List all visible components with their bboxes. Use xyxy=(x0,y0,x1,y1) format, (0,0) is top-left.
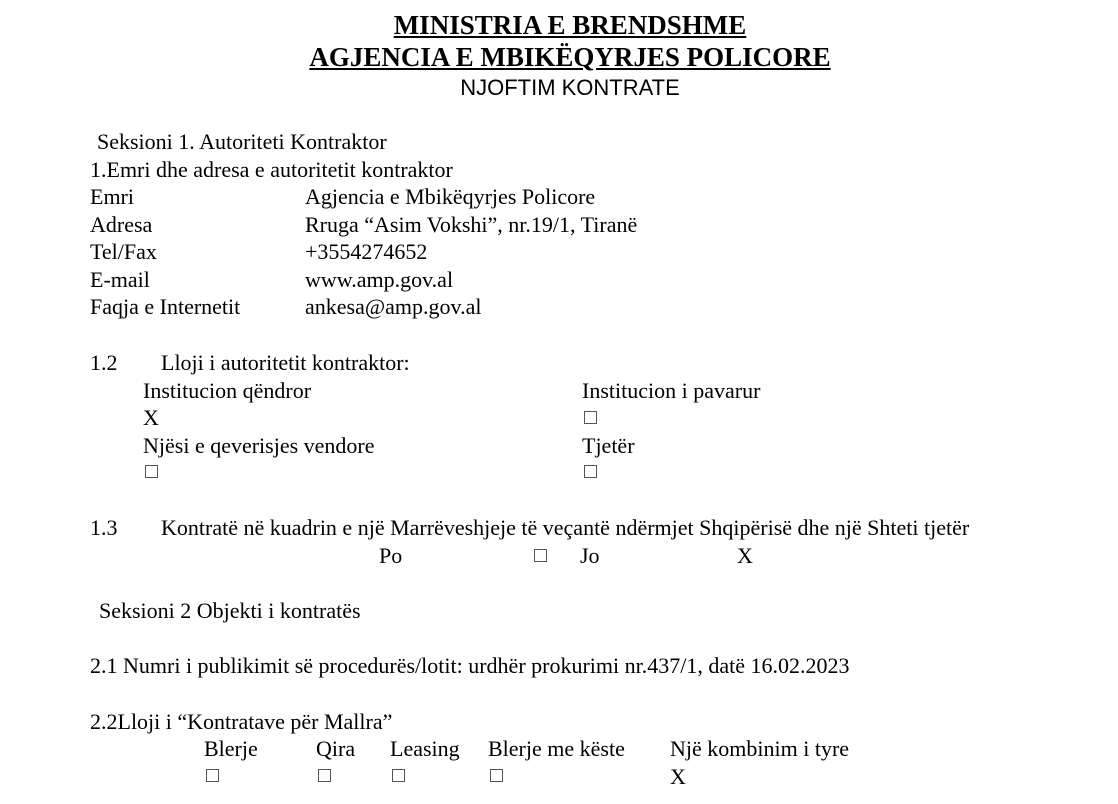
item-1-2-label: Lloji i autoritetit kontraktor: xyxy=(161,350,410,375)
agency-title: AGJENCIA E MBIKËQYRJES POLICORE xyxy=(309,42,831,72)
item-1-3-number: 1.3 xyxy=(90,515,118,540)
field-label-website: Faqja e Internetit xyxy=(90,294,241,319)
yes-label: Po xyxy=(379,543,403,568)
item-1-3-label: Kontratë në kuadrin e një Marrëveshjeje të veçantë ndërmjet Shqipërisë dhe një Shteti tjetër xyxy=(161,515,970,540)
field-value-email[interactable]: www.amp.gov.al xyxy=(305,267,454,292)
ministry-title: MINISTRIA E BRENDSHME xyxy=(393,10,747,40)
field-value-telfax: +3554274652 xyxy=(305,239,428,264)
option-purchase-label: Blerje xyxy=(204,736,258,761)
field-value-name: Agjencia e Mbikëqyrjes Policore xyxy=(305,184,596,209)
option-leasing-label: Leasing xyxy=(390,736,460,761)
field-value-website[interactable]: ankesa@amp.gov.al xyxy=(305,294,482,319)
field-value-address: Rruga “Asim Vokshi”, nr.19/1, Tiranë xyxy=(305,212,638,237)
option-other-checkbox[interactable] xyxy=(584,465,597,478)
option-rent-label: Qira xyxy=(316,736,356,761)
option-independent-institution-label: Institucion i pavarur xyxy=(582,378,761,403)
field-label-address: Adresa xyxy=(90,212,153,237)
item-1-2-number: 1.2 xyxy=(90,350,118,375)
item-2-2-label: 2.2Lloji i “Kontratave për Mallra” xyxy=(90,709,393,734)
item-1-1-heading: 1.Emri dhe adresa e autoritetit kontraktor xyxy=(90,157,453,182)
option-other-label: Tjetër xyxy=(582,433,635,458)
option-combination-label: Një kombinim i tyre xyxy=(670,736,850,761)
option-purchase-checkbox[interactable] xyxy=(206,769,219,782)
option-installments-label: Blerje me këste xyxy=(488,736,625,761)
option-combination-mark[interactable]: X xyxy=(670,764,686,789)
no-mark[interactable]: X xyxy=(737,543,753,568)
option-local-government-label: Njësi e qeverisjes vendore xyxy=(143,433,375,458)
section1-title: Seksioni 1. Autoriteti Kontraktor xyxy=(97,129,387,154)
section2-title: Seksioni 2 Objekti i kontratës xyxy=(99,598,361,623)
field-label-telfax: Tel/Fax xyxy=(90,239,157,264)
option-independent-institution-checkbox[interactable] xyxy=(584,411,597,424)
option-rent-checkbox[interactable] xyxy=(318,769,331,782)
notice-title: NJOFTIM KONTRATE xyxy=(460,75,680,100)
option-local-government-checkbox[interactable] xyxy=(145,465,158,478)
option-leasing-checkbox[interactable] xyxy=(392,769,405,782)
no-label: Jo xyxy=(580,543,600,568)
yes-checkbox[interactable] xyxy=(534,549,547,562)
option-central-institution-label: Institucion qëndror xyxy=(143,378,312,403)
option-central-institution-mark[interactable]: X xyxy=(143,405,159,430)
field-label-name: Emri xyxy=(90,184,134,209)
item-2-1: 2.1 Numri i publikimit së procedurës/lotit: urdhër prokurimi nr.437/1, datë 16.02.2023 xyxy=(90,653,850,678)
field-label-email: E-mail xyxy=(90,267,150,292)
option-installments-checkbox[interactable] xyxy=(490,769,503,782)
